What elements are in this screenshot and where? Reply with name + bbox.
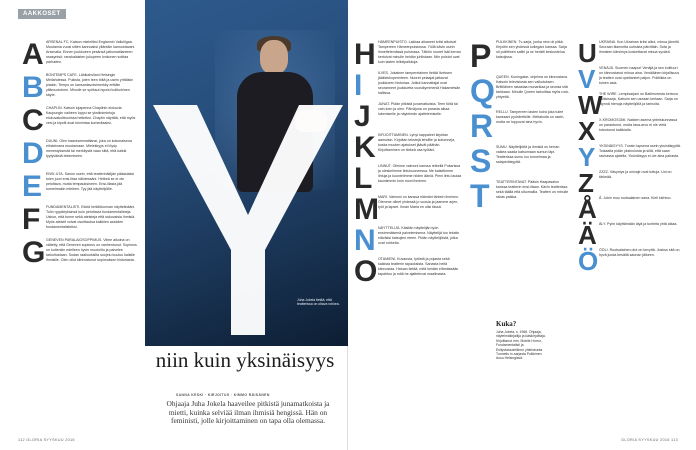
alphabet-entry-text: SUMU. Näyttelijöitä ja ihmisiä on kerran vaikea saada katsomaan sumun läpi. Teatterissa sumu luo tunnelmaa ja salaperäisyyttä. <box>496 145 560 164</box>
alphabet-entry-text: YKSINÄISYYS. Tunsin lapsena usein yksinäisyyttä. Toisaalta pidän yksinolosta ja siitä, että saan rauhassa ajatella. Yksinäisyys ei ole aina pahasta. <box>599 144 681 158</box>
alphabet-entry <box>578 246 682 276</box>
alphabet-entry <box>578 64 682 94</box>
alphabet-entry <box>354 224 462 257</box>
article-headline: niin kuin yksinäisyys <box>155 348 335 372</box>
alphabet-entry-text: ÄLY. Pyrin käyttämään älyä ja tunteita yhtä aikaa. <box>599 222 678 226</box>
alphabet-entry <box>578 38 682 68</box>
alphabet-letter: P <box>470 38 492 74</box>
alphabet-letter: S <box>470 143 492 179</box>
sidebar-body: Juha Jokela, s. 1966. Ohjaaja, näytelmäkirjailija ja käsikirjoittaja. Kirjoittanut mm. Mobile Horror, Fundamentalisti ja Esitystaloudellinen yhteiskunta. Tunnettu tv-sarjasta Pulkkinen. Asuu Helsingissä. <box>496 330 546 361</box>
alphabet-entry-text: DUUNI. Olen haaveammattiansi, joka on kokonaisena elinkeinana muutamaan. Mielekkyys ei löydy menestyksestä tai merkitystä vaan siitä, että kaikki tyytyväisiä tekemiseen. <box>46 139 132 158</box>
alphabet-entry <box>354 131 462 164</box>
alphabet-letter: T <box>470 178 490 214</box>
alphabet-letter: Z <box>578 168 594 198</box>
alphabet-letter: I <box>354 69 363 102</box>
alphabet-entry <box>354 255 462 288</box>
alphabet-entry-text: CHAPLIN. Katson lojapenna Chaplinin elokuvia. Kaupungin vaiheen loppu se ykstitoimintoja elokuvakulttuurissa hetkeksi. Chaplin näyttää, että myös vesi ja kipolit avat toimintaa komediaaksi. <box>46 106 136 125</box>
alphabet-letter: E <box>22 170 43 203</box>
alphabet-letter: F <box>22 203 41 236</box>
alphabet-letter: Ö <box>578 246 599 276</box>
alphabet-letter: A <box>22 38 44 71</box>
alphabet-entry-text: ÖÖLI. Ruotsalainen olut on kevyttä. Joskus sitä on hyvä juoda kesällä saunan jälkeen. <box>599 248 680 257</box>
alphabet-entry-text: X-KROMOSOMI. Naisten asema yhteiskunnassa on parantunut, mutta tasa-arvo ei ole vielä toteutunut kaikkialla. <box>599 118 678 132</box>
alphabet-letter: H <box>354 38 376 71</box>
alphabet-letter: K <box>354 131 376 164</box>
alphabet-letter: Å <box>578 194 597 224</box>
alphabet-entry <box>22 203 137 236</box>
alphabet-entry <box>354 38 462 71</box>
alphabet-entry <box>22 38 137 71</box>
alphabet-letter: O <box>354 255 378 288</box>
alphabet-letter: N <box>354 224 376 257</box>
alphabet-letter: W <box>578 90 603 120</box>
alphabet-entry <box>354 69 462 102</box>
alphabet-entry-text: FUNDAMENTALISTI. Ekkiä heikilökunnan näyttelinääni. Tulin ryppileyksinsä kuin pelottavia fundamentalisteja. Uskon, että tunne sekä ateisteja että uskovaisia ihmisiä. Myös ateistit voivat osoittautua kaikkien asioiden fundamentalisteiksi. <box>46 205 136 229</box>
alphabet-entry-text: THE WIRE. Lempisarjani on Baltimoresta kertova poliisisarja. Katsoin sen useaan kertaan. Sarja on täynnä hienoja näyttelijöitä ja tarinoita. <box>599 92 678 106</box>
alphabet-letter: U <box>578 38 597 68</box>
alphabet-entry <box>22 170 137 203</box>
folio-right: GLORIA SYYSKUU 2016 113 <box>621 438 678 442</box>
alphabet-entry-text: ZZZZ. Väsymys ja univaje ovat tuttuja. Uni on tärkeää. <box>599 170 672 179</box>
alphabet-letter: C <box>22 104 44 137</box>
alphabet-entry-text: NÄYTTELIJÄ. Käsitän näyttelijän työn ensimmäisenä palvelemisena. Näyttelijä tuo tekstin eläväksi katsojien eteen. Pidän näyttelijöistä, jotka ovat rohkeita. <box>378 226 460 245</box>
middle-column <box>354 40 462 288</box>
right-column-a <box>470 40 570 215</box>
alphabet-entry <box>470 143 570 179</box>
alphabet-entry-text: LINNUT. Olimme vaimoni kanssa retkellä Pukarissa ja oleskelimme lintuhuoneessa. Me katselimme lintuja ja kuuntelimme niiden ääniä. Pieni lintu laulaa kauniimmin kuin moni ihminen. <box>378 164 462 183</box>
alphabet-entry <box>470 38 570 74</box>
sidebar-title: Kuka? <box>496 320 517 328</box>
alphabet-letter: M <box>354 193 379 226</box>
alphabet-entry <box>22 137 137 170</box>
alphabet-entry-text: JUNAT. Pidän pitkistä junamatkoista. Teen töitä tai vain luen ja olen. Päiväjuna on parasta aikaa lukemiselle ja näytelmän ajattelemiselle. <box>378 102 458 116</box>
left-column <box>22 40 137 271</box>
alphabet-entry <box>578 90 682 120</box>
alphabet-entry-text: HÄMEENPUISTO. Lakkaa alkaneet kriisi alkoivat Tampereen Hämeenpuistossa. Yöllä kävin usein ihmettelemässä puistossa. Tällöin nuoret isät kerran kertoivat minulle heidän juhlistaan. Niin puistot ovat kuin lasten leikkipaikkoja. <box>378 40 461 64</box>
alphabet-entry <box>354 162 462 195</box>
person-head <box>260 40 288 74</box>
alphabet-letter: L <box>354 162 373 195</box>
photo-caption: Juha Jokela tietää, että teatterissa on oltava rohkea. <box>297 298 340 307</box>
alphabet-entry-text: VENÄJÄ. Suomen naapuri Venäjä ja sen kulttuuri on kiinnostanut minua aina. Venäläinen kirjallisuus ja teatteri ovat opettaneet paljon. Politiikka on toinen asia. <box>599 66 680 85</box>
alphabet-entry-text: OTAMIENI. Kuvausta, tytöstä ja pojasta sekä kaikista teatterin tapauksista. Sanasta heitä kiinnostaa. Haluan tietää, mitä heidän elämässään tapahtuu ja mitä he ajattelevat maailmasta. <box>378 257 459 276</box>
alphabet-letter: Q <box>470 73 495 109</box>
alphabet-entry <box>578 220 682 250</box>
alphabet-entry-text: ENSI-ILTA. Sanon usein, että teatterinäkijän pääasiaksi tulen juuri ensi-iltaa nähdessäni. Hetkeä se ei ole pelottava, mutta tempauksineen. Ensi-illasta jää tunnelmakin mieleen. Tyy jää näyttelijöille. <box>46 172 134 191</box>
alphabet-entry-text: KIRJOITTAMINEN. Lyhyt kappaleet kirjoitan aamuisin. Kirjoitan tekstejä lehdille ja kolumneja, koska muuten ajatukset jäävät päähän. Kirjoittaminen on tärkeä osa työtäni. <box>378 133 456 152</box>
alphabet-entry <box>470 73 570 109</box>
alphabet-entry <box>470 108 570 144</box>
alphabet-entry-text: QUEEN. Kuningatar- ohjelma on kiinnostava. Katsoin televisiosta sen vaikutuksen. Brittiläinen rakastaa monarkiaa ja seuraa sitä tarkkaan. Minulle Queen tarkoittaa myös rock-yhtyettä. <box>496 75 570 99</box>
sidebar-box <box>496 320 548 361</box>
alphabet-letter: G <box>22 236 46 269</box>
alphabet-letter: Ä <box>578 220 597 250</box>
alphabet-letter: V <box>578 64 596 94</box>
alphabet-entry-text: UKRAINA. Kun Ukrainan kriisi alkoi, minua jännitti. Seuraan tilannetta uutisista päivittäin. Sota ja ihmisten kärsimys koskettavat minua syvästi. <box>599 40 680 54</box>
alphabet-entry <box>354 100 462 133</box>
alphabet-letter: Y <box>578 142 596 172</box>
right-page <box>348 0 696 450</box>
alphabet-entry <box>22 236 137 269</box>
alphabet-entry-text: TEATTERINTAVAT. Pääsin Haapasalon kanssa teatterin ensi-iltaan. Kävin teatterissa sekä täällä että ulkomailla. Teatteri on minulle rakas paikka. <box>496 180 569 199</box>
alphabet-entry-text: MARI. Vaimoni on kanssa elämäni tärkein ihminen. Olemme olleet yhdessä jo vuosia ja jaamme arjen, työt ja lapset. Ilman Maria en olisi tässä. <box>378 195 460 209</box>
alphabet-entry <box>22 71 137 104</box>
byline: SANNA KESKI · KIRJOITUS · KIMMO RÄISÄNEN <box>176 393 270 397</box>
article-lede: Ohjaaja Juha Jokela haaveilee pitkistä junamatkoista ja mietti, kuinka selviää ilman ihmisiä hengissä. Hän on feministi, jolle kirjoittaminen on tapa olla olemassa. <box>166 399 330 426</box>
right-column-b <box>578 40 682 274</box>
alphabet-entry <box>354 193 462 226</box>
alphabet-entry-text: ARSENAL FC. Katson mielelläni Englannin Valioliigaa. Muutamia vuosi sitten kannoaksi ylläntäin kannustavani Arsenalia. Ennen joukkueen pesänsä jatkumatilanteen osasyntsö: ranskalaisten jukupeen lonkonen soittaa parhaiten. <box>46 40 135 64</box>
section-tab: AAKKOSET <box>18 9 66 19</box>
alphabet-entry-text: GENEVEN PARALAIOSOPPIMUS. Viime aikoina on väitetty, että Geneven sopimus on vanhentunut. Sopimus on kuitenkin edelleen hyvin muotoiltu ja palvelee tarkoitustaan. Sodan raakuuksilta suojelu kuuluu kaikille ihmisille. Olen ollut kiinnostunut sopimuksen historiasta. <box>46 238 137 262</box>
alphabet-entry <box>578 142 682 172</box>
alphabet-entry-text: BONTEMPS CAFE. Lähikahvilani Helsingin Meilahdessa. Puiksta, joten teen töitä ja usein yrittäisin jotakin. Tempo on kansantavoisimerkky erittäin yllämuotoinen. Minulle se syöksut ispoisi kotikohinen käyte. <box>46 73 134 97</box>
alphabet-letter: D <box>22 137 44 170</box>
alphabet-entry-text: PULKKINEN. Tv-sarja, jonka nimi oli pitkä. Kirjoitin sen yhdessä kollegani kanssa. Sarja oli poliittinen satiiri ja se herätti keskustelua katsojissa. <box>496 40 567 59</box>
alphabet-entry-text: Å. Jokin muu ruotsalainen sana. Kieli kiehtoo. <box>599 196 672 200</box>
alphabet-letter: R <box>470 108 494 144</box>
alphabet-letter: J <box>354 100 371 133</box>
alphabet-entry-text: RELLU. Tampereen lasten koira joka tulee kanssani pyöräretkille. Mellakoita on usein, mutta ne loppuvat aina hyvin. <box>496 110 565 124</box>
alphabet-entry <box>22 104 137 137</box>
portrait-photo <box>145 0 348 346</box>
alphabet-entry <box>578 116 682 146</box>
alphabet-letter: B <box>22 71 44 104</box>
alphabet-entry-text: ILVES. Jokainen tamperelainen tietää Ilveksen jääkiekkoperinteen. Nuoret pelaajat jatkavat joukkueen historiaa. Jotkut kannattajat ovat seuranneet joukkuetta vuosikymmeniä Hakametsän hallissa. <box>378 71 461 95</box>
alphabet-letter: X <box>578 116 596 146</box>
alphabet-entry <box>470 178 570 214</box>
folio-left: 112 GLORIA SYYSKUU 2016 <box>18 438 75 442</box>
